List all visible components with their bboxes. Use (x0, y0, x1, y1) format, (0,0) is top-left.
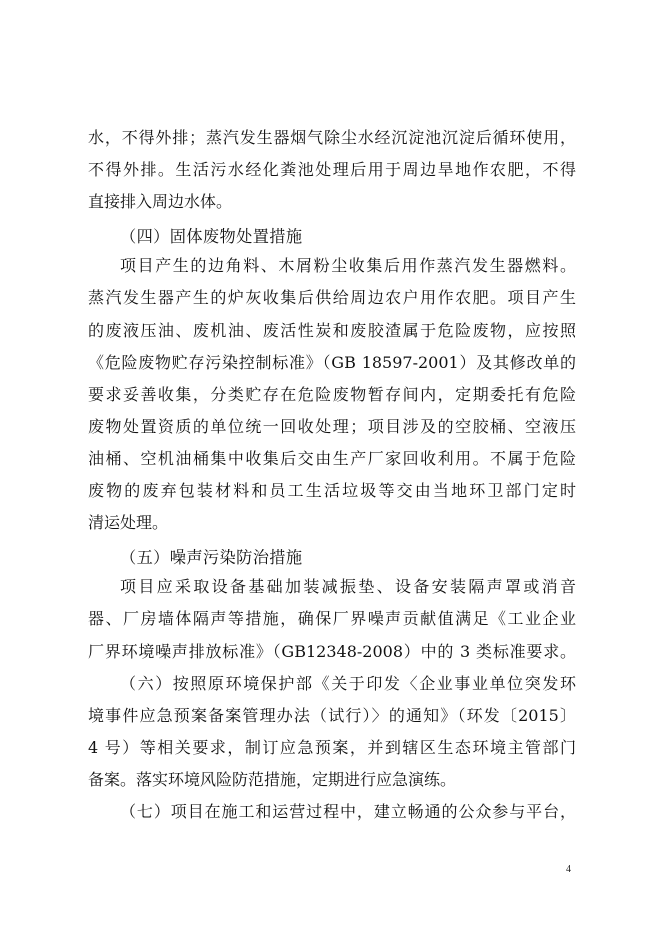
text-line-13: 清运处理。 (88, 513, 169, 533)
text-line-17: 厂界环境噪声排放标准》（GB12348-2008）中的 3 类标准要求。 (88, 641, 576, 661)
text-line-11: 油桶、空机油桶集中收集后交由生产厂家回收利用。不属于危险 (88, 448, 576, 468)
text-line-19: 境事件应急预案备案管理办法（试行）〉的通知》（环发〔2015〕 (88, 705, 576, 725)
text-line-6: 蒸汽发生器产生的炉灰收集后供给周边农户用作农肥。项目产生 (88, 288, 576, 308)
document-body (88, 125, 576, 831)
text-line-16: 器、厂房墙体隔声等措施，确保厂界噪声贡献值满足《工业企业 (88, 609, 576, 629)
text-line-22: （七）项目在施工和运营过程中，建立畅通的公众参与平台， (120, 801, 576, 821)
text-line-21: 备案。落实环境风险防范措施，定期进行应急演练。 (88, 769, 457, 789)
text-line-7: 的废液压油、废机油、废活性炭和废胶渣属于危险废物，应按照 (88, 320, 576, 340)
text-line-1: 水，不得外排；蒸汽发生器烟气除尘水经沉淀池沉淀后循环使用， (88, 128, 576, 147)
section-heading-4: （四）固体废物处置措施 (120, 227, 303, 247)
text-line-8: 《危险废物贮存污染控制标准》（GB 18597-2001）及其修改单的 (88, 352, 576, 372)
text-line-10: 废物处置资质的单位统一回收处理；项目涉及的空胶桶、空液压 (88, 416, 576, 436)
text-line-2: 不得外排。生活污水经化粪池处理后用于周边旱地作农肥，不得 (88, 160, 576, 180)
text-line-3: 直接排入周边水体。 (88, 192, 233, 212)
text-line-12: 废物的废弃包装材料和员工生活垃圾等交由当地环卫部门定时 (88, 481, 576, 501)
section-heading-5: （五）噪声污染防治措施 (120, 548, 303, 568)
page-number: 4 (566, 864, 571, 875)
text-line-9: 要求妥善收集，分类贮存在危险废物暂存间内，定期委托有危险 (88, 384, 576, 404)
text-line-18: （六）按照原环境保护部《关于印发〈企业事业单位突发环 (120, 673, 576, 693)
text-line-15: 项目应采取设备基础加装减振垫、设备安装隔声罩或消音 (120, 577, 576, 597)
text-line-5: 项目产生的边角料、木屑粉尘收集后用作蒸汽发生器燃料。 (120, 256, 576, 276)
text-line-20: 4 号）等相关要求，制订应急预案，并到辖区生态环境主管部门 (88, 737, 576, 757)
